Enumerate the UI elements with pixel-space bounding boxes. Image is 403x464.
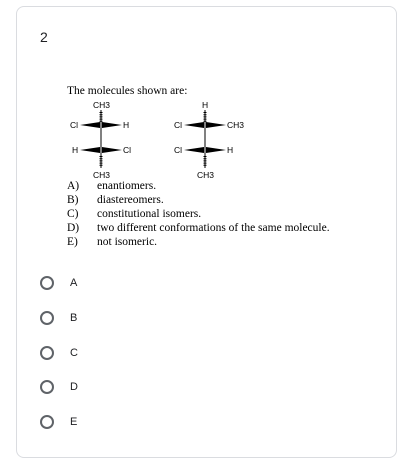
choice-c: C) constitutional isomers.	[67, 208, 202, 220]
mol2-row1-right: CH3	[227, 120, 245, 130]
mol2-top-label: H	[202, 100, 209, 110]
choice-b: B) diastereomers.	[67, 194, 164, 206]
molecule-2	[174, 100, 244, 180]
option-a[interactable]: A	[40, 273, 77, 293]
option-b[interactable]: B	[40, 308, 77, 328]
mol2-row1-left: Cl	[174, 120, 183, 130]
question-stem: The molecules shown are:	[67, 85, 188, 97]
question-number: 2	[40, 29, 48, 45]
choice-d: D) two different conformations of the same molecule.	[67, 222, 330, 234]
option-d[interactable]: D	[40, 377, 78, 397]
molecule-1	[70, 100, 131, 180]
mol2-bottom-label: CH3	[197, 170, 215, 180]
radio-d[interactable]	[40, 380, 54, 394]
option-e[interactable]: E	[40, 412, 77, 432]
mol1-row2-right: Cl	[123, 145, 132, 155]
mol1-top-label: CH3	[93, 100, 111, 110]
option-c[interactable]: C	[40, 343, 78, 363]
radio-c[interactable]	[40, 346, 54, 360]
choice-e: E) not isomeric.	[67, 236, 158, 248]
radio-b[interactable]	[40, 311, 54, 325]
mol2-row2-right: H	[227, 145, 234, 155]
radio-e[interactable]	[40, 415, 54, 429]
radio-a[interactable]	[40, 276, 54, 290]
choice-a: A) enantiomers.	[67, 180, 157, 192]
mol1-row1-right: H	[123, 120, 130, 130]
mol1-row2-left: H	[72, 145, 79, 155]
mol1-bottom-label: CH3	[93, 170, 111, 180]
mol1-row1-left: Cl	[70, 120, 79, 130]
answer-choices	[67, 179, 330, 249]
mol2-row2-left: Cl	[174, 145, 183, 155]
